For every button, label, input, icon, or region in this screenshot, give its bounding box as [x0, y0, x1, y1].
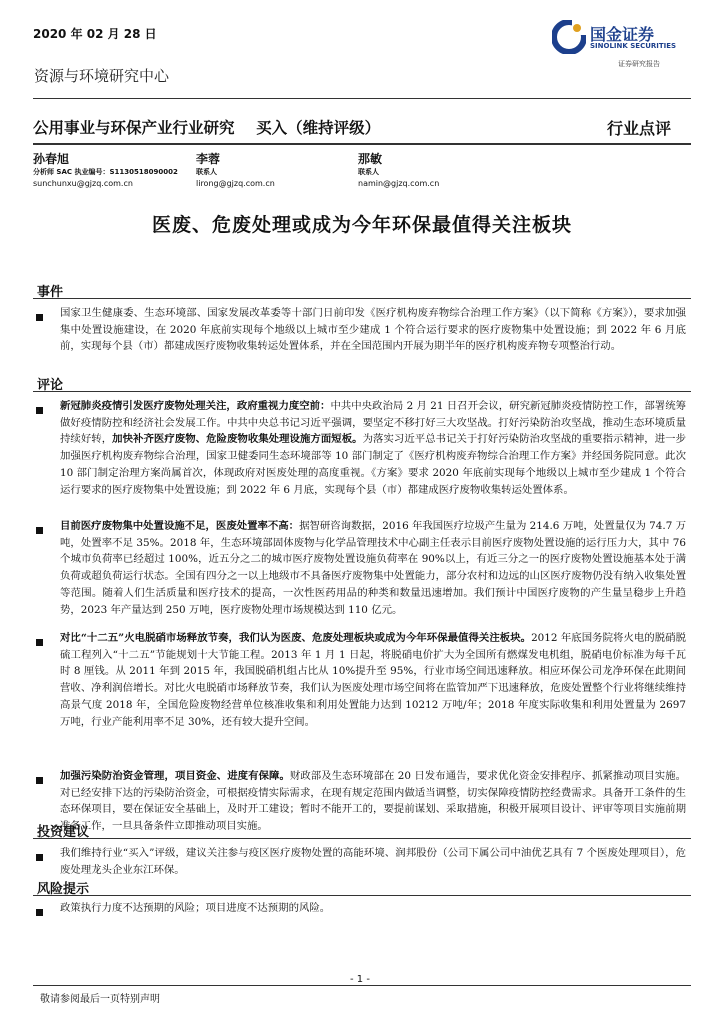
logo-chinese-name: 国金证券 — [590, 25, 655, 44]
analyst-3 — [358, 153, 439, 191]
section-divider — [33, 895, 691, 896]
section-heading-risk: 风险提示 — [37, 882, 90, 897]
paragraph-body: 据智研咨询数据，2016 年我国医疗垃圾产生量为 214.6 万吨，处置量仅为 74.7 万吨，处置率不足 35%。2018 年，生态环境部固体废物与化学品管理技术中心副主任表示目前医疗废物处置设施的运行压力大，其中 76 个城市负荷率已经超过 100%，近五分之二的城市医疗废物处置设施负荷率在 90%以上，有近三分之一的医疗废物处置设施基本处于满负荷或超负荷运行状态。全国有四分之一以上地级市不具备医疗废物集中处置能力，部分农村和边远的山区医疗废物仍没有纳入收集处置等范围。随着人们生活质量和医疗技术的提高，一次性医药用品的种类和数量迅速增加。我们预计中国医疗废物的产生量呈稳步上升趋势，2023 年产量达到 250 万吨，医疗废物处理市场规模达到 110 亿元。 — [60, 520, 687, 616]
report-type-label: 证券研究报告 — [618, 60, 660, 68]
comment-paragraph-3 — [60, 630, 686, 730]
analyst-role: 联系人 — [358, 167, 379, 176]
bullet-icon — [36, 527, 43, 534]
comment-paragraph-4 — [60, 768, 686, 835]
bullet-icon — [36, 639, 43, 646]
sinolink-logo-icon — [552, 20, 586, 54]
paragraph-body: 2012 年底国务院将火电的脱硝脱硫工程列入“十二五”节能规划十大节能工程。2013 年 1 月 1 日起，将脱硝电价扩大为全国所有燃煤发电机组，脱硝电价标准为每千瓦时 8 厘钱。从 2011 年到 2015 年，我国脱硝机组占比从 10%提升至 95%，行业市场空间迅速释放。相应环保公司龙净环保在此期间营收、净利润倍增长。对比火电脱硝市场释放节奏，我们认为医废处理市场空间将在监管加严下迅速释放，危废处置整个行业将继续维持高景气度 2018 年，全国危险废物经营单位核准收集和利用处置能力达到 10212 万吨/年；2018 年度实际收集和利用处置量为 2697 万吨，行业产能利用率不足 30%，还有较大提升空间。 — [60, 632, 686, 728]
comment-paragraph-2 — [60, 518, 686, 618]
research-center: 资源与环境研究中心 — [34, 67, 170, 85]
analyst-name: 孙春旭 — [33, 152, 70, 166]
paragraph-lead: 新冠肺炎疫情引发医疗废物处理关注，政府重视力度空前： — [60, 400, 331, 412]
event-paragraph: 国家卫生健康委、生态环境部、国家发展改革委等十部门日前印发《医疗机构废弃物综合治理工作方案》（以下简称《方案》），要求加强集中处置设施建设，在 2020 年底前实现每个地级以上城市至少建成 1 个符合运行要求的医疗废物集中处置设施；到 2022 年 6 月底前，实现每个县（市）都建成医疗废物收集转运处置体系，并在全国范围内开展为期半年的医疗机构废弃物专项整治行动。 — [60, 307, 686, 353]
analyst-role: 分析师 SAC 执业编号：S1130518090002 — [33, 167, 178, 176]
bullet-icon — [36, 854, 43, 861]
paragraph-body-2: 为落实习近平总书记关于打好污染防治攻坚战的重要指示精神，进一步加强医疗机构废弃物综合治理，国家卫健委同生态环境部等 10 部门制定了《医疗机构废弃物综合治理工作方案》并经国务院同意。此次 10 部门制定治理方案尚属首次，体现政府对医废处理的高度重视。《方案》要求 2020 年底前实现每个地级以上城市至少建成 1 个符合运行要求的医疗废物集中处置设施；到 2022 年 6 月底，实现每个县（市）都建成医疗废物收集转运处置体系。 — [60, 433, 687, 496]
banner-divider — [33, 143, 691, 145]
section-divider — [33, 391, 691, 392]
bullet-icon — [36, 777, 43, 784]
report-category: 行业点评 — [607, 119, 672, 138]
header-divider — [33, 98, 691, 99]
analyst-2 — [196, 153, 275, 191]
report-date: 2020 年 02 月 28 日 — [33, 27, 157, 41]
logo-english-name: SINOLINK SECURITIES — [590, 42, 677, 50]
analyst-name: 李蓉 — [196, 152, 221, 166]
bullet-icon — [36, 314, 43, 321]
paragraph-lead: 对比“十二五”火电脱硝市场释放节奏，我们认为医废、危废处理板块或成为今年环保最值得关注板块。 — [60, 632, 532, 644]
footer-divider — [33, 985, 691, 986]
risk-paragraph: 政策执行力度不达预期的风险；项目进度不达预期的风险。 — [60, 902, 331, 914]
analyst-name: 那敏 — [358, 152, 383, 166]
page-number: - 1 - — [350, 974, 370, 985]
section-heading-comment: 评论 — [37, 378, 64, 393]
paragraph-body: 财政部及生态环境部在 20 日发布通告，要求优化资金安排程序、抓紧推动项目实施。对已经安排下达的污染防治资金，可根据疫情实际需求，在现有规定范围内做适当调整，切实保障疫情防控经费需求。具备开工条件的生态环保项目，要在保证安全基础上，及时开工建设；暂时不能开工的，要提前谋划、采取措施，积极开展项目设计、评审等项目实施前期准备工作，一旦具备条件立即推动项目实施。 — [60, 770, 686, 833]
analyst-role: 联系人 — [196, 167, 217, 176]
comment-paragraph-1 — [60, 398, 686, 498]
invest-paragraph: 我们维持行业“买入”评级，建议关注参与疫区医疗废物处置的高能环境、润邦股份（公司下属公司中油优艺具有 7 个医废处理项目），危废处理龙头企业东江环保。 — [60, 847, 686, 876]
analyst-email: namin@gjzq.com.cn — [358, 179, 440, 188]
paragraph-body: 中共中央政治局 2 月 21 日召开会议，研究新冠肺炎疫情防控工作，部署统筹做好疫情防控和经济社会发展工作。中共中央总书记习近平强调，要坚定不移打好三大攻坚战。打好污染防治攻坚战，推动生态环境质量持续好转， — [60, 400, 686, 446]
section-heading-event: 事件 — [37, 285, 64, 300]
disclaimer-note: 敬请参阅最后一页特别声明 — [40, 994, 160, 1005]
section-heading-invest: 投资建议 — [37, 825, 90, 840]
bullet-icon — [36, 909, 43, 916]
bullet-icon — [36, 407, 43, 414]
paragraph-lead-2: 加快补齐医疗废物、危险废物收集处理设施方面短板。 — [112, 433, 363, 446]
section-divider — [33, 838, 691, 839]
industry-rating-banner: 公用事业与环保产业行业研究 买入（维持评级） — [33, 119, 381, 137]
paragraph-lead: 目前医疗废物集中处置设施不足，医废处置率不高： — [60, 520, 300, 532]
analyst-email: sunchunxu@gjzq.com.cn — [33, 179, 133, 188]
section-divider — [33, 298, 691, 299]
analyst-email: lirong@gjzq.com.cn — [196, 179, 275, 188]
analyst-1 — [33, 153, 178, 191]
paragraph-lead: 加强污染防治资金管理，项目资金、进度有保障。 — [60, 770, 290, 782]
report-title: 医废、危废处理或成为今年环保最值得关注板块 — [151, 214, 572, 236]
